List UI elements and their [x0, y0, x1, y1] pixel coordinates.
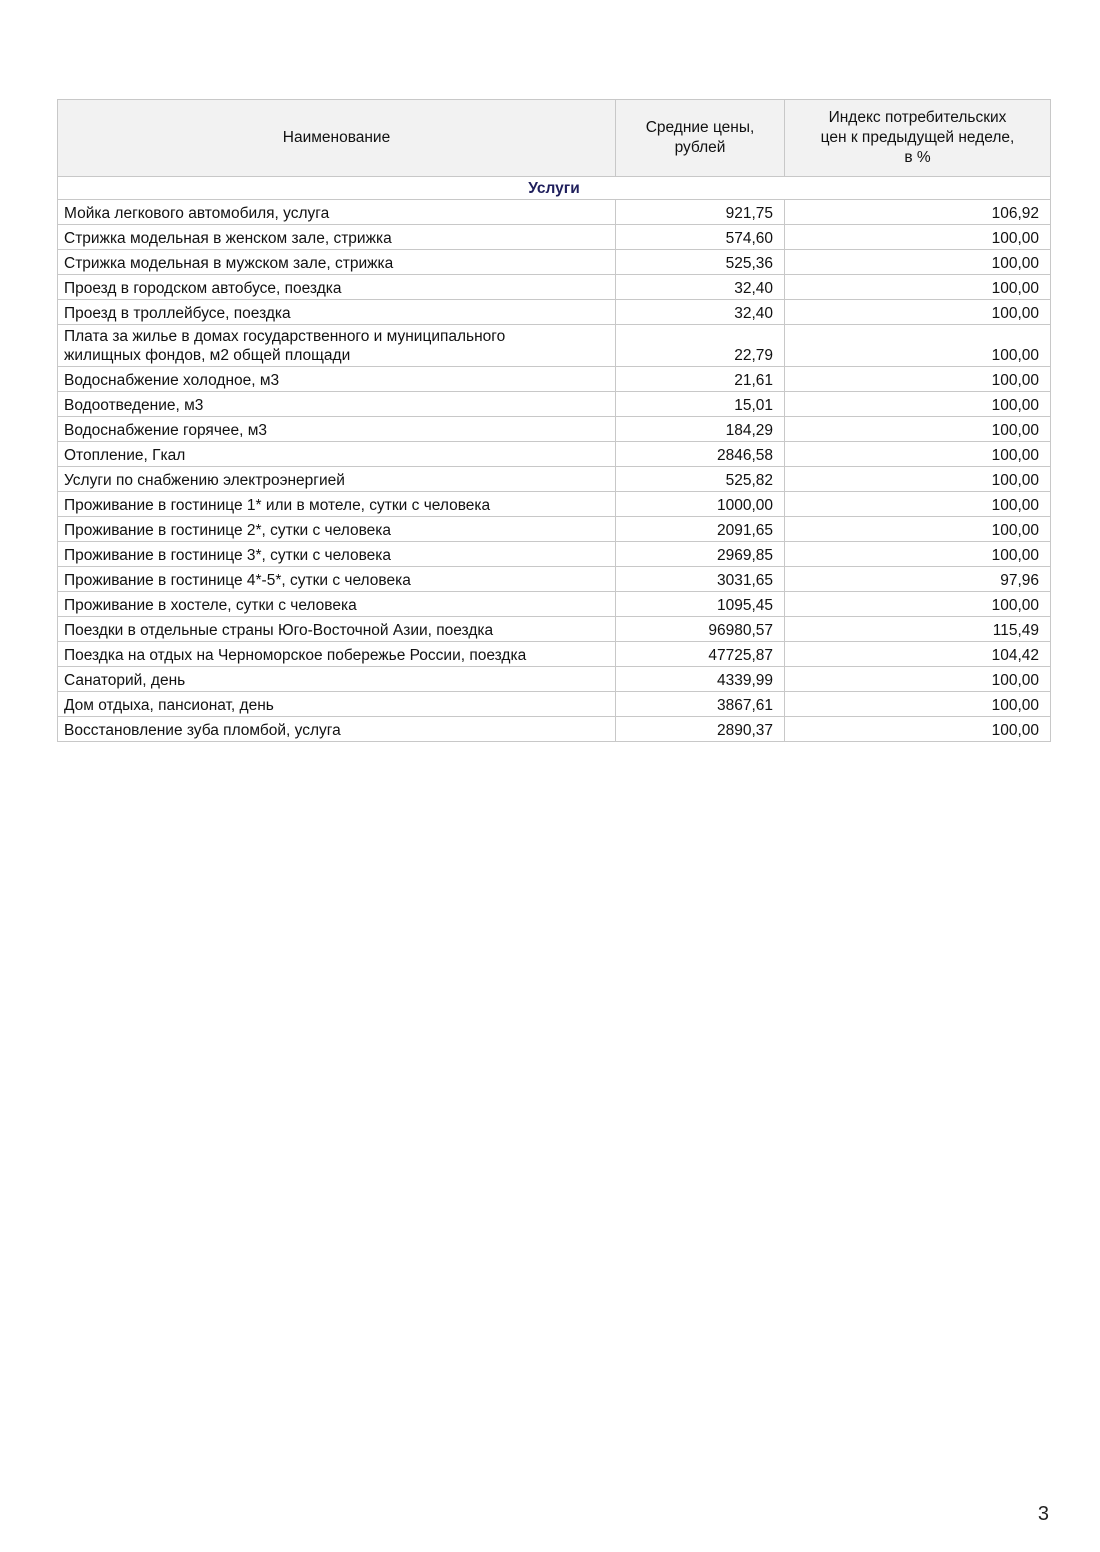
row-index: 100,00	[785, 667, 1051, 692]
row-name: Поездки в отдельные страны Юго-Восточной Азии, поездка	[58, 617, 616, 642]
row-price: 3031,65	[616, 567, 785, 592]
section-row	[58, 177, 1051, 200]
row-price: 1095,45	[616, 592, 785, 617]
row-index: 97,96	[785, 567, 1051, 592]
row-name: Проживание в гостинице 4*-5*, сутки с человека	[58, 567, 616, 592]
row-price: 2969,85	[616, 542, 785, 567]
row-name: Плата за жилье в домах государственного и муниципального жилищных фондов, м2 общей площади	[58, 325, 616, 367]
row-price: 525,36	[616, 250, 785, 275]
price-index-table	[57, 99, 1051, 742]
table-row	[58, 225, 1051, 250]
row-index: 100,00	[785, 717, 1051, 742]
row-price: 47725,87	[616, 642, 785, 667]
row-price: 32,40	[616, 275, 785, 300]
row-price: 525,82	[616, 467, 785, 492]
table-row	[58, 275, 1051, 300]
table-row	[58, 300, 1051, 325]
row-index: 100,00	[785, 367, 1051, 392]
row-price: 2890,37	[616, 717, 785, 742]
row-index: 106,92	[785, 200, 1051, 225]
row-index: 100,00	[785, 442, 1051, 467]
row-price: 22,79	[616, 325, 785, 367]
row-price: 96980,57	[616, 617, 785, 642]
table-row	[58, 417, 1051, 442]
table-header-row	[58, 100, 1051, 177]
row-name: Стрижка модельная в женском зале, стрижка	[58, 225, 616, 250]
row-index: 100,00	[785, 517, 1051, 542]
row-price: 184,29	[616, 417, 785, 442]
table-row	[58, 542, 1051, 567]
row-index: 100,00	[785, 392, 1051, 417]
row-name: Поездка на отдых на Черноморское побережье России, поездка	[58, 642, 616, 667]
row-index: 100,00	[785, 692, 1051, 717]
table-row	[58, 200, 1051, 225]
row-price: 574,60	[616, 225, 785, 250]
row-index: 100,00	[785, 467, 1051, 492]
table-row	[58, 517, 1051, 542]
table-row	[58, 592, 1051, 617]
header-price-text: Средние цены, рублей	[645, 119, 755, 156]
header-index-text: Индекс потребительских цен к предыдущей неделе, в %	[820, 109, 1015, 166]
table-row	[58, 467, 1051, 492]
row-price: 2091,65	[616, 517, 785, 542]
row-name: Водоснабжение горячее, м3	[58, 417, 616, 442]
row-name: Отопление, Гкал	[58, 442, 616, 467]
row-price: 3867,61	[616, 692, 785, 717]
row-index: 115,49	[785, 617, 1051, 642]
row-price: 15,01	[616, 392, 785, 417]
table-row	[58, 567, 1051, 592]
row-price: 2846,58	[616, 442, 785, 467]
row-name: Услуги по снабжению электроэнергией	[58, 467, 616, 492]
row-price: 4339,99	[616, 667, 785, 692]
row-name: Проживание в гостинице 2*, сутки с человека	[58, 517, 616, 542]
page-number: 3	[1037, 1503, 1049, 1525]
table-row	[58, 717, 1051, 742]
table-row	[58, 367, 1051, 392]
row-index: 104,42	[785, 642, 1051, 667]
table-row	[58, 642, 1051, 667]
table-row	[58, 250, 1051, 275]
row-name: Восстановление зуба пломбой, услуга	[58, 717, 616, 742]
row-price: 32,40	[616, 300, 785, 325]
row-name: Проживание в гостинице 3*, сутки с человека	[58, 542, 616, 567]
row-name: Стрижка модельная в мужском зале, стрижка	[58, 250, 616, 275]
table-row	[58, 392, 1051, 417]
table-row	[58, 492, 1051, 517]
header-price	[616, 100, 785, 177]
row-index: 100,00	[785, 300, 1051, 325]
row-name: Проживание в гостинице 1* или в мотеле, сутки с человека	[58, 492, 616, 517]
row-index: 100,00	[785, 492, 1051, 517]
row-name: Дом отдыха, пансионат, день	[58, 692, 616, 717]
row-name: Проживание в хостеле, сутки с человека	[58, 592, 616, 617]
row-name: Санаторий, день	[58, 667, 616, 692]
row-price: 21,61	[616, 367, 785, 392]
row-name: Проезд в городском автобусе, поездка	[58, 275, 616, 300]
row-name: Водоснабжение холодное, м3	[58, 367, 616, 392]
header-name-text: Наименование	[282, 129, 391, 146]
header-index	[785, 100, 1051, 177]
row-name: Проезд в троллейбусе, поездка	[58, 300, 616, 325]
row-price: 921,75	[616, 200, 785, 225]
row-index: 100,00	[785, 250, 1051, 275]
row-index: 100,00	[785, 275, 1051, 300]
row-index: 100,00	[785, 225, 1051, 250]
table-row	[58, 325, 1051, 367]
row-name: Водоотведение, м3	[58, 392, 616, 417]
table-row	[58, 692, 1051, 717]
table-row	[58, 667, 1051, 692]
table-row	[58, 442, 1051, 467]
table-row	[58, 617, 1051, 642]
header-name	[58, 100, 616, 177]
row-index: 100,00	[785, 325, 1051, 367]
section-title: Услуги	[58, 177, 1051, 200]
row-index: 100,00	[785, 542, 1051, 567]
row-name: Мойка легкового автомобиля, услуга	[58, 200, 616, 225]
row-index: 100,00	[785, 592, 1051, 617]
row-price: 1000,00	[616, 492, 785, 517]
row-index: 100,00	[785, 417, 1051, 442]
